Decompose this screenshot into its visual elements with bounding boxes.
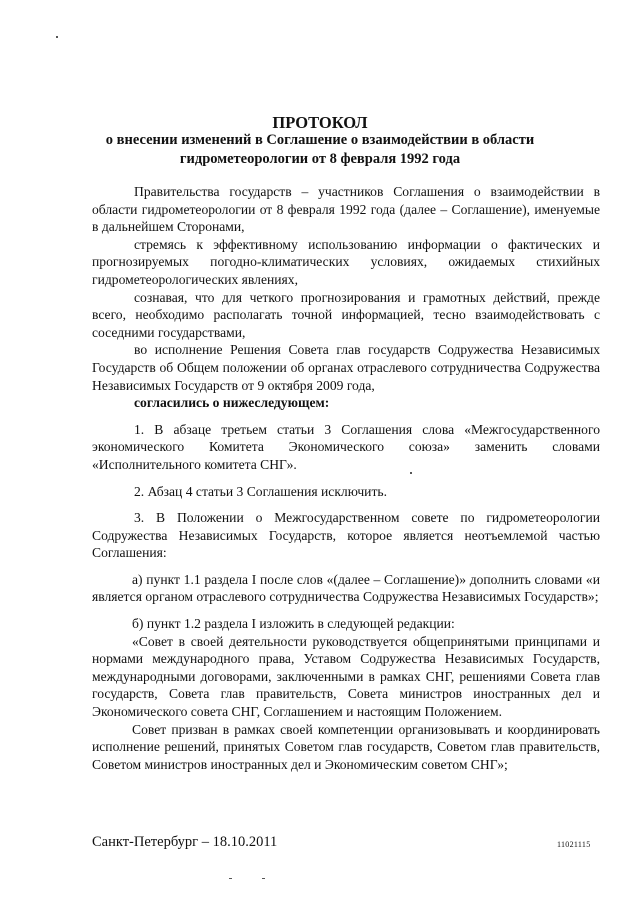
paragraph-preamble-parties: Правительства государств – участников Соглашения о взаимодействии в области гидрометеорологии от 8 февраля 1992 года (далее – Соглашение), именуемые в дальнейшем Сторонами,: [92, 184, 600, 235]
paragraph-item-3b: б) пункт 1.2 раздела I изложить в следующей редакции:: [132, 616, 455, 632]
document-subtitle: [0, 131, 640, 169]
paragraph-quote-council: «Совет в своей деятельности руководствуется общепринятыми принципами и нормами международного права, Уставом Содружества Независимых Государств, международными договорами, заключенными в рамках СНГ, решениями Совета глав государств, Совета глав правительств, Совета министров иностранных дел и Экономического совета СНГ, Соглашением и настоящим Положением.: [92, 633, 600, 720]
paragraph-quote-coordination: Совет призван в рамках своей компетенции организовывать и координировать исполнение решений, принятых Советом глав государств, Советом глав правительств, Советом министров иностранных дел и Экономическим советом СНГ»;: [92, 721, 600, 772]
footer-document-code: 11021115: [557, 840, 591, 849]
paragraph-item-1: 1. В абзаце третьем статьи 3 Соглашения слова «Межгосударственного экономического Комитета Экономического союза» заменить словами «Исполнительного комитета СНГ».: [92, 421, 600, 472]
paragraph-preamble-decision: во исполнение Решения Совета глав государств Содружества Независимых Государств об Общем положении об органах отраслевого сотрудничества Содружества Независимых Государств от 9 октября 2009 года,: [92, 342, 600, 393]
subtitle-line: о внесении изменений в Соглашение о взаимодействии в области: [105, 132, 535, 148]
paragraph-preamble-striving: стремясь к эффективному использованию информации о фактических и прогнозируемых погодно-климатических условиях, ожидаемых стихийных гидрометеорологических явлениях,: [92, 236, 600, 287]
document-title: ПРОТОКОЛ: [272, 113, 368, 132]
paragraph-item-2: 2. Абзац 4 статьи 3 Соглашения исключить.: [134, 483, 387, 499]
document-body: [92, 183, 600, 773]
scan-speck: [56, 36, 58, 38]
paragraph-agreed: согласились о нижеследующем:: [134, 395, 330, 411]
paragraph-item-3: 3. В Положении о Межгосударственном совете по гидрометеорологии Содружества Независимых Государств, которое является неотъемлемой частью Соглашения:: [92, 510, 600, 561]
scan-speck: [229, 878, 232, 879]
footer-place-date: Санкт-Петербург – 18.10.2011: [92, 834, 278, 850]
paragraph-item-3a: а) пункт 1.1 раздела I после слов «(далее – Соглашение)» дополнить словами «и является органом отраслевого сотрудничества Содружества Независимых Государств»;: [92, 571, 600, 605]
scan-speck: [262, 878, 265, 879]
paragraph-preamble-realizing: сознавая, что для четкого прогнозирования и грамотных действий, прежде всего, необходимо располагать точной информацией, тесно взаимодействовать с соседними государствами,: [92, 289, 600, 340]
subtitle-line: гидрометеорологии от 8 февраля 1992 года: [179, 151, 461, 167]
